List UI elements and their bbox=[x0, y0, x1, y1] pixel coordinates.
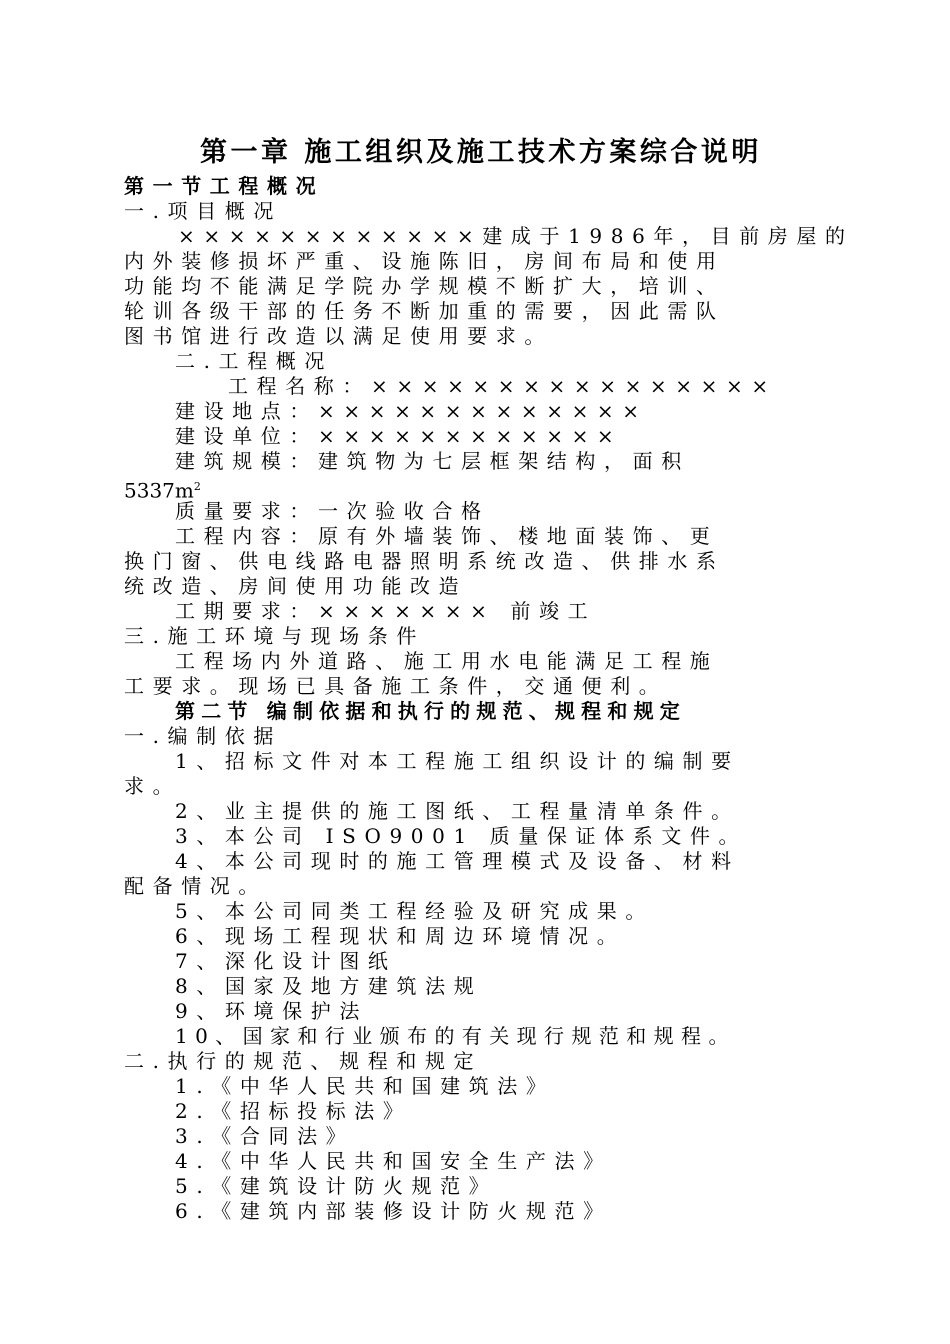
section1-sub3-heading: 三.施工环境与现场条件 bbox=[124, 624, 425, 648]
para1-line: 功能均不能满足学院办学规模不断扩大，培训、 bbox=[124, 274, 725, 298]
section1-sub1-heading: 一.项目概况 bbox=[124, 199, 282, 223]
project-content: 工程内容：原有外墙装饰、楼地面装饰、更 bbox=[175, 524, 719, 548]
standard-item: 3.《合同法》 bbox=[175, 1124, 355, 1148]
env-line: 工程场内外道路、施工用水电能满足工程施 bbox=[175, 649, 719, 673]
standard-item: 5.《建筑设计防火规范》 bbox=[175, 1174, 498, 1198]
chapter-title: 第一章 施工组织及施工技术方案综合说明 bbox=[200, 137, 762, 168]
basis-item: 1、招标文件对本工程施工组织设计的编制要 bbox=[175, 749, 740, 773]
section1-sub2-heading: 二.工程概况 bbox=[175, 349, 333, 373]
standard-item: 4.《中华人民共和国安全生产法》 bbox=[175, 1149, 612, 1173]
standard-item: 2.《招标投标法》 bbox=[175, 1099, 412, 1123]
basis-item: 配备情况。 bbox=[124, 874, 267, 898]
area-superscript: 2 bbox=[193, 480, 201, 493]
area-value: 5337m bbox=[124, 478, 194, 503]
basis-item: 5、本公司同类工程经验及研究成果。 bbox=[175, 899, 654, 923]
para1-line: 内外装修损坏严重、设施陈旧，房间布局和使用 bbox=[124, 249, 725, 273]
standard-item: 6.《建筑内部装修设计防火规范》 bbox=[175, 1199, 612, 1223]
project-content-cont: 换门窗、供电线路电器照明系统改造、供排水系 bbox=[124, 549, 725, 573]
env-line: 工要求。现场已具备施工条件，交通便利。 bbox=[124, 674, 668, 698]
project-unit: 建设单位：×××××××××××× bbox=[175, 424, 623, 448]
quality-requirement: 质量要求：一次验收合格 bbox=[175, 499, 490, 523]
basis-item: 10、国家和行业颁布的有关现行规范和规程。 bbox=[175, 1024, 736, 1048]
basis-item: 4、本公司现时的施工管理模式及设备、材料 bbox=[175, 849, 740, 873]
project-location: 建设地点：××××××××××××× bbox=[175, 399, 648, 423]
section2-heading: 第二节 编制依据和执行的规范、规程和规定 bbox=[175, 699, 686, 723]
standard-item: 1.《中华人民共和国建筑法》 bbox=[175, 1074, 555, 1098]
project-name: 工程名称：×××××××××××××××× bbox=[228, 374, 777, 398]
section1-heading: 第一节工程概况 bbox=[124, 174, 325, 198]
basis-item: 2、业主提供的施工图纸、工程量清单条件。 bbox=[175, 799, 740, 823]
basis-item: 3、本公司 ISO9001 质量保证体系文件。 bbox=[175, 824, 748, 848]
section2-sub1-heading: 一.编制依据 bbox=[124, 724, 282, 748]
section2-sub2-heading: 二.执行的规范、规程和规定 bbox=[124, 1049, 483, 1073]
project-content-cont: 统改造、房间使用功能改造 bbox=[124, 574, 468, 598]
project-scale: 建筑规模：建筑物为七层框架结构，面积 bbox=[175, 449, 690, 473]
para1-line: 轮训各级干部的任务不断加重的需要，因此需队 bbox=[124, 299, 725, 323]
para1-line: 图书馆进行改造以满足使用要求。 bbox=[124, 324, 553, 348]
basis-item: 6、现场工程现状和周边环境情况。 bbox=[175, 924, 626, 948]
para1-line: ××××××××××××建成于1986年，目前房屋的 bbox=[178, 224, 854, 248]
basis-item: 求。 bbox=[124, 774, 182, 798]
basis-item: 8、国家及地方建筑法规 bbox=[175, 974, 483, 998]
basis-item: 9、环境保护法 bbox=[175, 999, 368, 1023]
schedule-requirement: 工期要求：××××××× 前竣工 bbox=[175, 599, 597, 623]
basis-item: 7、深化设计图纸 bbox=[175, 949, 397, 973]
